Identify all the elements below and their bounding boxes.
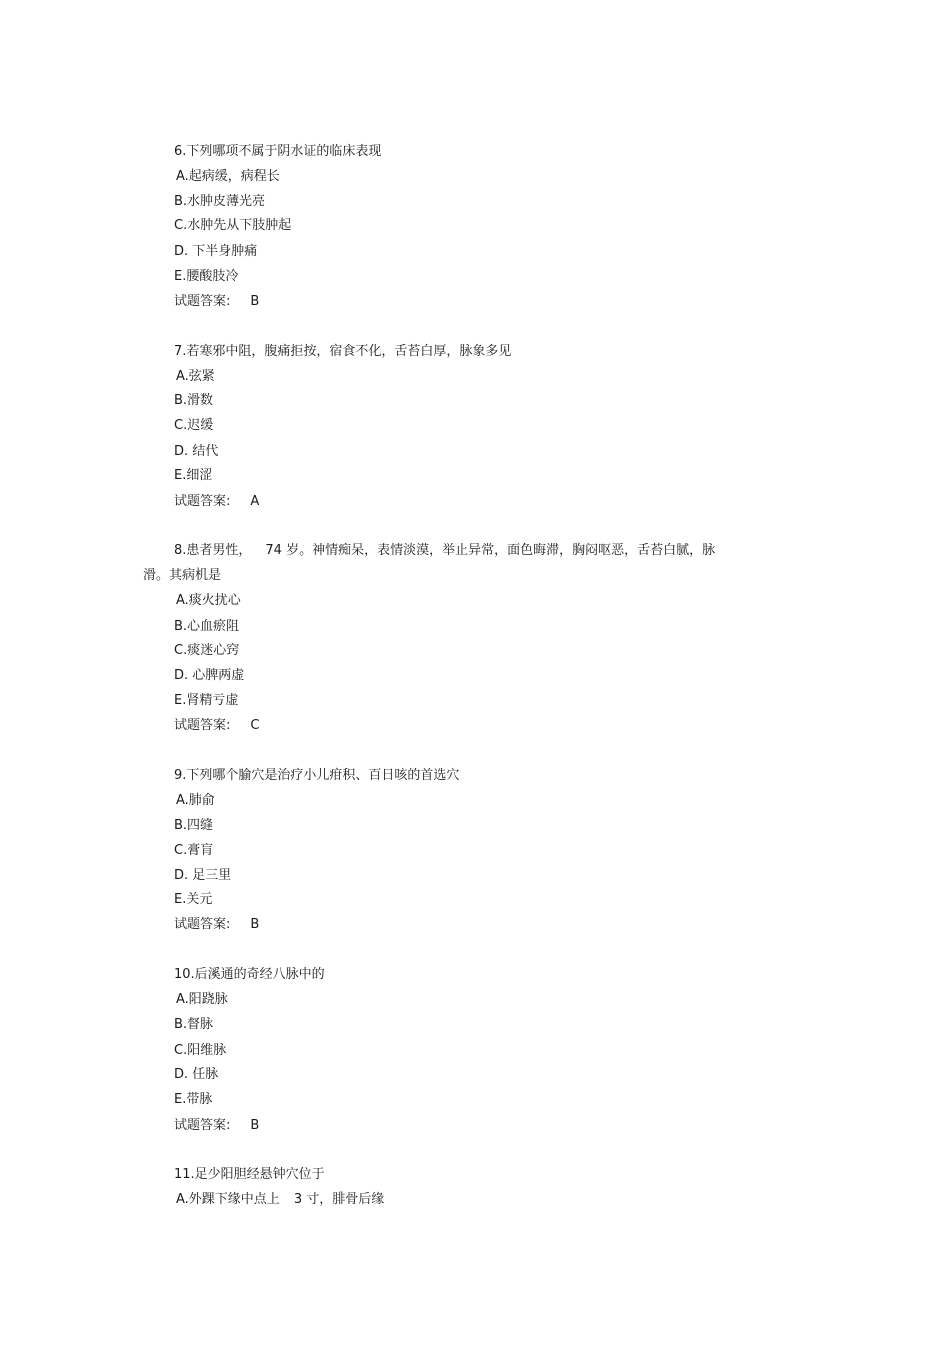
option-d: D. 结代 (174, 444, 219, 459)
option-e: E.带脉 (174, 1092, 213, 1107)
option-d: D. 任脉 (174, 1067, 219, 1082)
option-d: D. 心脾两虚 (174, 668, 245, 683)
option-d: D. 足三里 (174, 868, 232, 883)
question-stem: 10.后溪通的奇经八脉中的 (174, 967, 325, 982)
option-a: A.肺俞 (176, 793, 215, 808)
question-stem (174, 541, 715, 561)
option-e: E.细涩 (174, 468, 213, 483)
answer-line (174, 1116, 259, 1136)
option-a: A.弦紧 (176, 369, 215, 384)
answer-line (174, 492, 259, 512)
option-b: B.滑数 (174, 393, 214, 408)
question-stem-continued: 滑。其病机是 (143, 568, 222, 583)
question-stem: 7.若寒邪中阻，腹痛拒按，宿食不化，舌苔白厚，脉象多见 (174, 344, 512, 359)
answer-label: 试题答案: (174, 718, 231, 733)
option-a: A.痰火扰心 (176, 593, 241, 608)
option-e: E.肾精亏虚 (174, 693, 239, 708)
option-c: C.痰迷心窍 (174, 643, 240, 658)
option-b: B.水肿皮薄光亮 (174, 194, 266, 209)
answer-line (174, 716, 259, 736)
option-a-part1: A.外踝下缘中点上 (176, 1192, 280, 1207)
question-stem-part1: 8.患者男性， (174, 543, 252, 558)
answer-value: C (250, 718, 260, 733)
option-b: B.督脉 (174, 1017, 214, 1032)
answer-value: B (250, 1118, 260, 1133)
answer-value: B (250, 294, 260, 309)
option-a (176, 1190, 384, 1210)
question-stem: 11.足少阳胆经悬钟穴位于 (174, 1167, 325, 1182)
answer-value: B (250, 917, 260, 932)
option-c: C.阳维脉 (174, 1043, 227, 1058)
answer-label: 试题答案: (174, 294, 231, 309)
option-a: A.阳跷脉 (176, 992, 228, 1007)
option-c: C.迟缓 (174, 418, 214, 433)
option-a-part2: 3 寸，腓骨后缘 (293, 1192, 385, 1207)
option-e: E.腰酸肢冷 (174, 269, 239, 284)
answer-value: A (250, 494, 260, 509)
question-stem: 9.下列哪个腧穴是治疗小儿疳积、百日咳的首选穴 (174, 768, 460, 783)
question-stem-part2: 74 岁。神情痴呆，表情淡漠，举止异常，面色晦滞，胸闷呕恶，舌苔白腻，脉 (265, 543, 716, 558)
option-a: A.起病缓，病程长 (176, 169, 280, 184)
answer-label: 试题答案: (174, 917, 231, 932)
answer-label: 试题答案: (174, 1118, 231, 1133)
option-d: D. 下半身肿痛 (174, 244, 258, 259)
option-b: B.四缝 (174, 818, 214, 833)
option-e: E.关元 (174, 892, 213, 907)
option-b: B.心血瘀阻 (174, 619, 240, 634)
option-c: C.水肿先从下肢肿起 (174, 218, 292, 233)
answer-line (174, 915, 259, 935)
question-stem: 6.下列哪项不属于阴水证的临床表现 (174, 144, 382, 159)
answer-line (174, 292, 259, 312)
answer-label: 试题答案: (174, 494, 231, 509)
option-c: C.膏肓 (174, 843, 214, 858)
